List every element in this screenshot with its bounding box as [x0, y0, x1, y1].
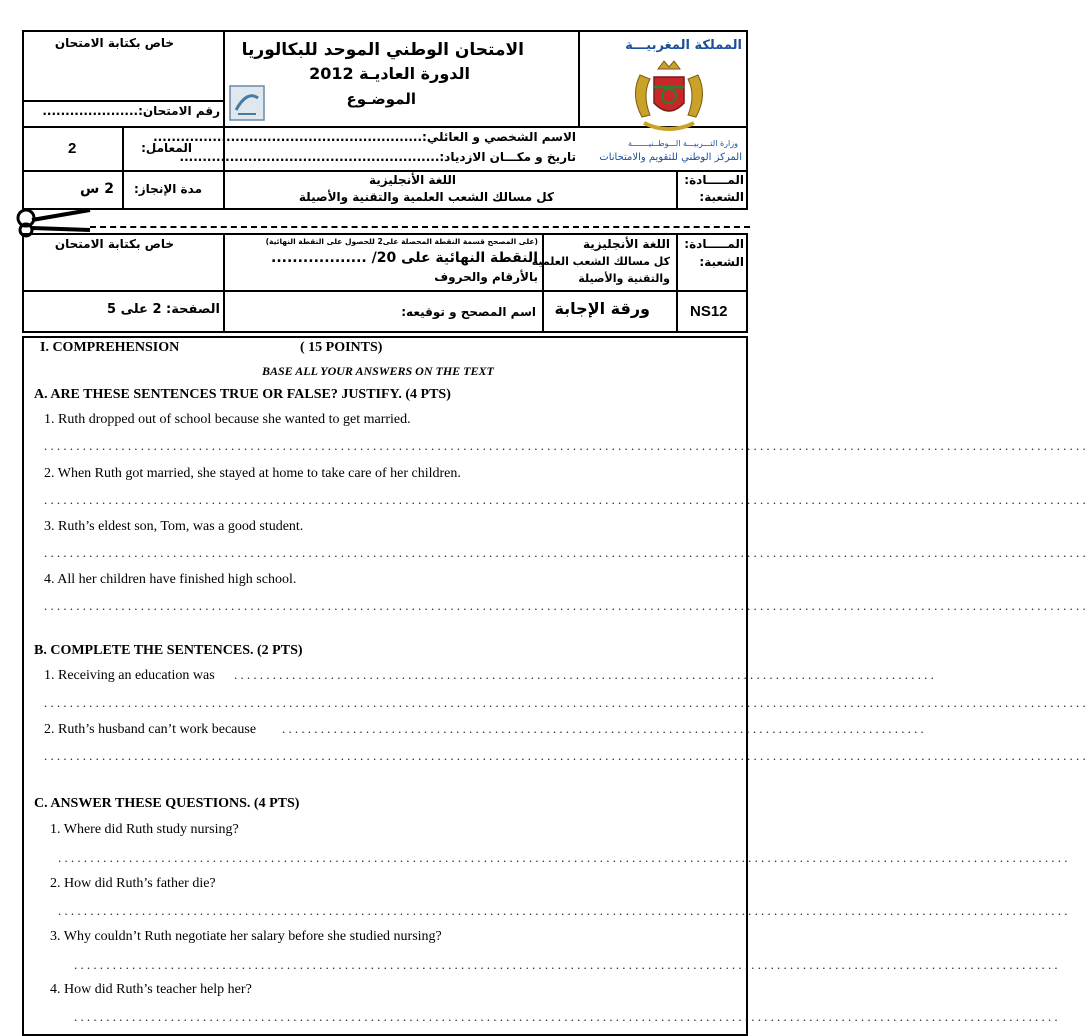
subject-label: المـــــادة: [684, 173, 744, 187]
corrector-signature-label: اسم المصحح و توقيعه: [401, 305, 536, 319]
score-in-words: بالأرقام والحروف [434, 270, 538, 284]
coefficient-label: المعامل: [141, 141, 192, 155]
page-indicator: الصفحة: 2 على 5 [107, 302, 220, 317]
correction-note: (على المصحح قسمة النقطة المحصلة على2 للحصول على النقطة النهائية) [265, 237, 538, 246]
answer-sheet-title: ورقة الإجابة [554, 299, 650, 318]
answer-divider-left [223, 233, 225, 333]
exam-code: NS12 [690, 303, 728, 320]
part-b-item: 2. Ruth’s husband can’t work because [44, 722, 257, 737]
part-a-item: 1. Ruth dropped out of school because she wanted to get married. [44, 412, 411, 427]
answer-line[interactable]: .................................................................................................................................................................. [44, 748, 1089, 763]
part-c-item: 1. Where did Ruth study nursing? [50, 822, 239, 837]
part-c-item: 4. How did Ruth’s teacher help her? [50, 982, 252, 997]
final-score-field[interactable]: النقطة النهائية على 20/ .................. [271, 250, 538, 266]
branch-value: كل مسالك الشعب العلمية والتقنية والأصيلة [298, 190, 554, 204]
header-row-3 [22, 170, 748, 172]
header-row-1 [22, 100, 224, 102]
part-a-title: A. ARE THESE SENTENCES TRUE OR FALSE? JUSTIFY. (4 PTS) [34, 387, 451, 402]
exam-title: الامتحان الوطني الموحد للبكالوريا [241, 40, 524, 60]
answer-line[interactable]: .................................................................................................................................................................. [44, 598, 1089, 613]
part-b-item: 1. Receiving an education was [44, 668, 215, 683]
section-title: I. COMPREHENSION [40, 340, 180, 355]
answer-line[interactable]: ......................................................................................................................................................... [74, 957, 1061, 972]
exam-session: الدورة العاديـة 2012 [309, 64, 470, 83]
answer-branch-value-1: كل مسالك الشعب العلمية [531, 255, 670, 268]
answer-row [22, 290, 748, 292]
part-c-item: 3. Why couldn’t Ruth negotiate her salary before she studied nursing? [50, 929, 442, 944]
ministry-line-2: المركز الوطني للتقويم والامتحانات [599, 152, 742, 163]
part-a-item: 4. All her children have finished high school. [44, 572, 297, 587]
answer-line[interactable]: .................................................................................................................................................................. [44, 695, 1089, 710]
answer-divider-mid [542, 233, 544, 333]
answer-line[interactable]: .................................................................................................................................................................. [44, 492, 1089, 507]
header-divider-right [578, 30, 580, 126]
answer-line[interactable]: ............................................................................................................................................................. [58, 903, 1071, 918]
part-c-item: 2. How did Ruth’s father die? [50, 876, 216, 891]
section-points: ( 15 POINTS) [300, 340, 383, 355]
reserved-label: خاص بكتابة الامتحان [54, 36, 174, 50]
answer-branch-value-2: والتقنية والأصيلة [578, 272, 670, 285]
candidate-name-field[interactable]: الاسم الشخصي و العائلي:........................................................... [153, 130, 576, 144]
ministry-line-1: وزارة التـــربيـــة الـــوطــنيـــــــة [628, 139, 738, 148]
answer-divider-right [676, 233, 678, 333]
part-a-item: 3. Ruth’s eldest son, Tom, was a good student. [44, 519, 304, 534]
exam-number-label: رقم الامتحان:..................... [42, 104, 220, 118]
cut-line [90, 226, 750, 228]
center-logo-icon [228, 84, 266, 122]
header-divider-subject [676, 170, 678, 210]
answer-line[interactable]: ............................................................................................................................................................. [58, 850, 1071, 865]
coat-of-arms-icon [620, 55, 718, 137]
part-b-title: B. COMPLETE THE SENTENCES. (2 PTS) [34, 643, 303, 658]
coefficient-value: 2 [68, 140, 77, 157]
answer-line[interactable]: ......................................................................................................................................................... [74, 1009, 1061, 1024]
birth-field[interactable]: تاريخ و مكـــان الازدياد:......................................................... [179, 150, 576, 164]
header-divider-left [223, 30, 225, 210]
branch-label: الشعبة: [699, 190, 744, 204]
duration-label: مدة الإنجاز: [133, 182, 202, 196]
answer-branch-label: الشعبة: [699, 255, 744, 269]
part-a-item: 2. When Ruth got married, she stayed at home to take care of her children. [44, 466, 461, 481]
duration-value: 2 س [80, 181, 114, 197]
answer-line[interactable]: .................................................................................................................................................................. [44, 438, 1089, 453]
answer-reserved-label: خاص بكتابة الامتحان [54, 237, 174, 251]
base-note: BASE ALL YOUR ANSWERS ON THE TEXT [262, 364, 494, 378]
part-c-title: C. ANSWER THESE QUESTIONS. (4 PTS) [34, 796, 300, 811]
header-divider-mid [122, 126, 124, 210]
answer-line-inline[interactable]: .................................................................................................... [282, 721, 927, 736]
kingdom-label: المملكة المغربيـــة [625, 38, 742, 53]
answer-subject-label: المـــــادة: [684, 237, 744, 251]
exam-subject-word: الموضـوع [346, 90, 416, 108]
answer-line-inline[interactable]: ............................................................................................................. [234, 667, 938, 682]
answer-line[interactable]: .................................................................................................................................................................. [44, 545, 1089, 560]
answer-subject-value: اللغة الأنجليزية [583, 237, 670, 251]
subject-value: اللغة الأنجليزية [369, 173, 456, 187]
